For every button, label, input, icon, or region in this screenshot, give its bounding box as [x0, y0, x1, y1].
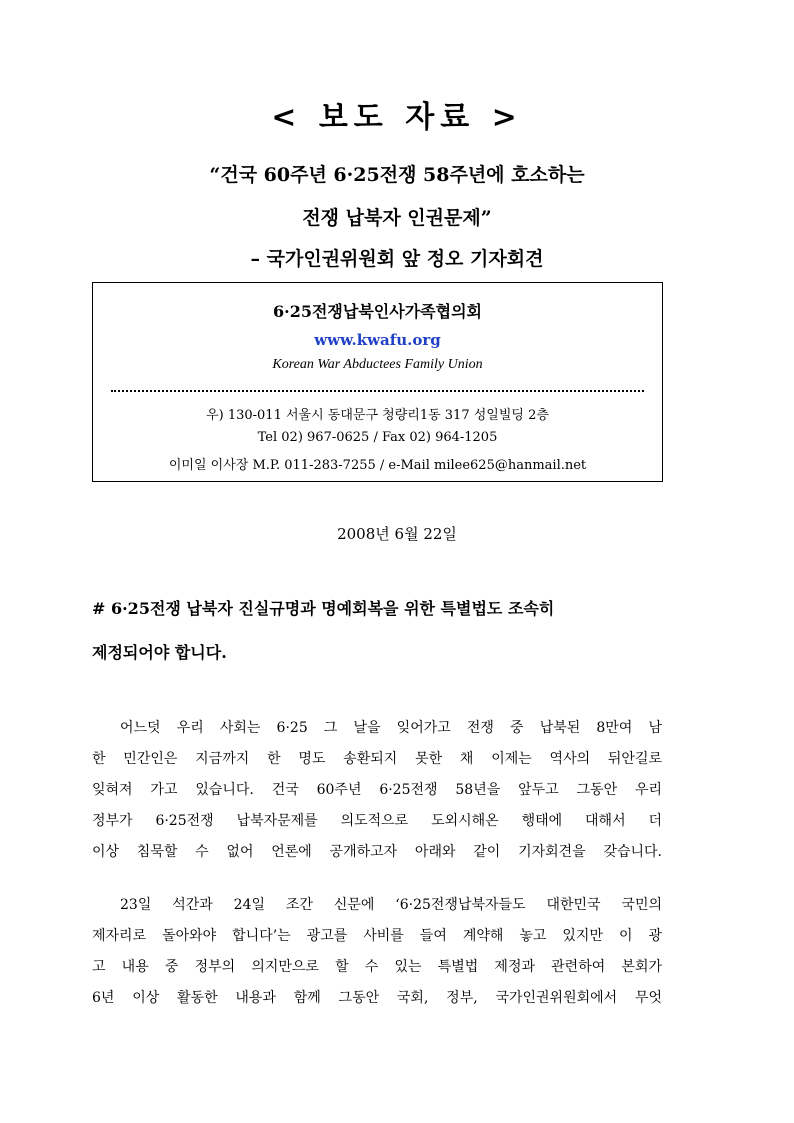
headline-line-1: # 6·25전쟁 납북자 진실규명과 명예회복을 위한 특별법도 조속히 — [92, 599, 555, 618]
paragraph-2-line: 고 내용 중 정부의 의지만으로 할 수 있는 특별법 제정과 관련하여 본회가 — [92, 959, 662, 975]
organization-name: 6·25전쟁납북인사가족협의회 — [273, 302, 482, 321]
organization-english-name: Korean War Abductees Family Union — [272, 357, 483, 372]
paragraph-2-line: 23일 석간과 24일 조간 신문에 ‘6·25전쟁납북자들도 대한민국 국민의 — [120, 897, 662, 913]
organization-contact: 이미일 이사장 M.P. 011-283-7255 / e-Mail milee625@hanmail.net — [168, 458, 587, 473]
paragraph-2-line: 6년 이상 활동한 내용과 함께 그동안 국회, 정부, 국가인권위원회에서 무엇 — [92, 990, 662, 1006]
organization-address: 우) 130-011 서울시 동대문구 청량리1동 317 성일빌딩 2층 — [206, 408, 549, 423]
dotted-divider — [111, 390, 644, 392]
document-title: < 보도 자료 > — [271, 100, 523, 135]
paragraph-1-line: 이상 침묵할 수 없어 언론에 공개하고자 아래와 같이 기자회견을 갖습니다. — [92, 844, 662, 860]
organization-info-box — [92, 282, 663, 482]
paragraph-1-line: 정부가 6·25전쟁 납북자문제를 의도적으로 도외시해온 행태에 대해서 더 — [92, 813, 662, 829]
document-date: 2008년 6월 22일 — [337, 525, 457, 543]
paragraph-1-line: 잊혀져 가고 있습니다. 건국 60주년 6·25전쟁 58년을 앞두고 그동안 우리 — [92, 782, 662, 798]
subtitle-line-2: 전쟁 납북자 인권문제” — [302, 207, 492, 229]
headline-line-2: 제정되어야 합니다. — [92, 643, 227, 662]
paragraph-2-line: 제자리로 돌아와야 합니다’는 광고를 사비를 들여 계약해 놓고 있지만 이 광 — [92, 928, 662, 944]
paragraph-1-line: 어느덧 우리 사회는 6·25 그 날을 잊어가고 전쟁 중 납북된 8만여 남 — [120, 720, 662, 736]
organization-url-link[interactable]: www.kwafu.org — [314, 331, 441, 349]
subtitle-line-3: – 국가인권위원회 앞 정오 기자회견 — [250, 248, 544, 270]
paragraph-1-line: 한 민간인은 지금까지 한 명도 송환되지 못한 채 이제는 역사의 뒤안길로 — [92, 751, 662, 767]
organization-phone-fax: Tel 02) 967-0625 / Fax 02) 964-1205 — [257, 430, 498, 445]
subtitle-line-1: “건국 60주년 6·25전쟁 58주년에 호소하는 — [209, 164, 585, 186]
